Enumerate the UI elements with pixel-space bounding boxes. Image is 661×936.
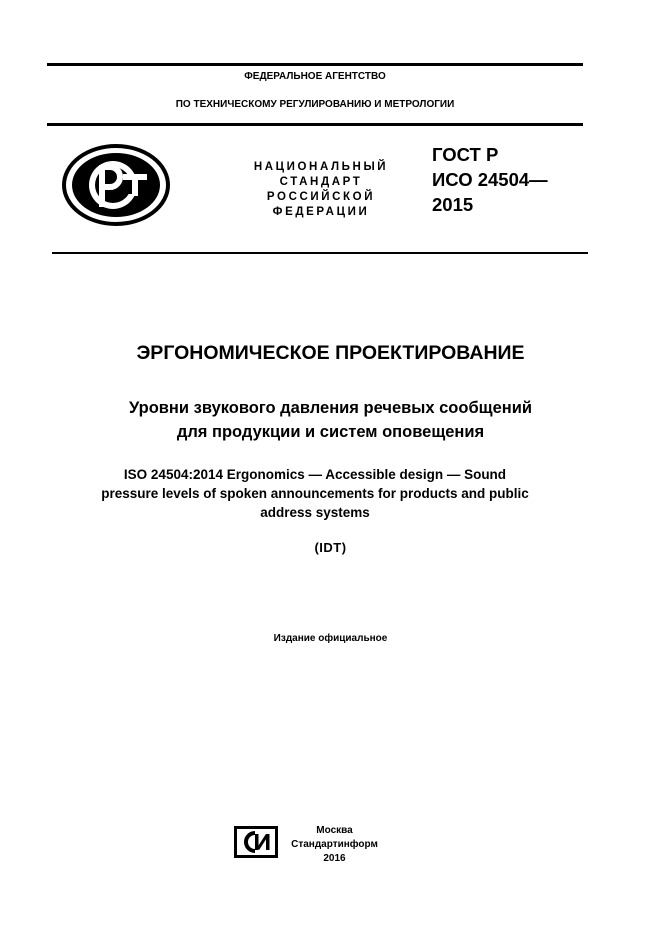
standard-code <box>432 142 592 217</box>
subtitle-line-1: Уровни звукового давления речевых сообщений <box>129 399 532 417</box>
national-standard-line: РОССИЙСКОЙ <box>266 191 376 203</box>
document-subtitle <box>48 396 613 444</box>
header-rule <box>47 123 583 126</box>
english-title-line-2: pressure levels of spoken announcements for products and public <box>101 486 529 501</box>
agency-line-2: ПО ТЕХНИЧЕСКОМУ РЕГУЛИРОВАНИЮ И МЕТРОЛОГИИ <box>175 99 455 110</box>
agency-line-1: ФЕДЕРАЛЬНОЕ АГЕНТСТВО <box>244 71 386 82</box>
publisher-block <box>282 824 387 866</box>
edition-label: Издание официальное <box>273 633 388 644</box>
publisher-city: Москва <box>316 825 353 836</box>
english-title <box>60 465 570 522</box>
national-standard-line: НАЦИОНАЛЬНЫЙ <box>253 161 389 173</box>
publisher-name: Стандартинформ <box>291 839 378 850</box>
standard-code-line: 2015 <box>432 194 474 215</box>
top-rule <box>47 63 583 66</box>
header-bottom-rule <box>52 252 588 254</box>
standard-code-line: ИСО 24504— <box>432 169 548 190</box>
national-standard-label <box>238 160 404 220</box>
standard-code-line: ГОСТ Р <box>432 144 499 165</box>
english-title-line-3: address systems <box>260 505 370 520</box>
standartinform-logo-icon <box>233 825 279 859</box>
document-title: ЭРГОНОМИЧЕСКОЕ ПРОЕКТИРОВАНИЕ <box>136 342 525 364</box>
national-standard-line: ФЕДЕРАЦИИ <box>272 206 370 218</box>
publisher-year: 2016 <box>323 853 346 864</box>
subtitle-line-2: для продукции и систем оповещения <box>176 423 485 441</box>
equivalence-degree: (IDT) <box>314 540 347 555</box>
english-title-line-1: ISO 24504:2014 Ergonomics — Accessible design — Sound <box>123 467 507 482</box>
national-standard-line: СТАНДАРТ <box>279 176 363 188</box>
rst-certification-logo-icon <box>61 143 171 227</box>
